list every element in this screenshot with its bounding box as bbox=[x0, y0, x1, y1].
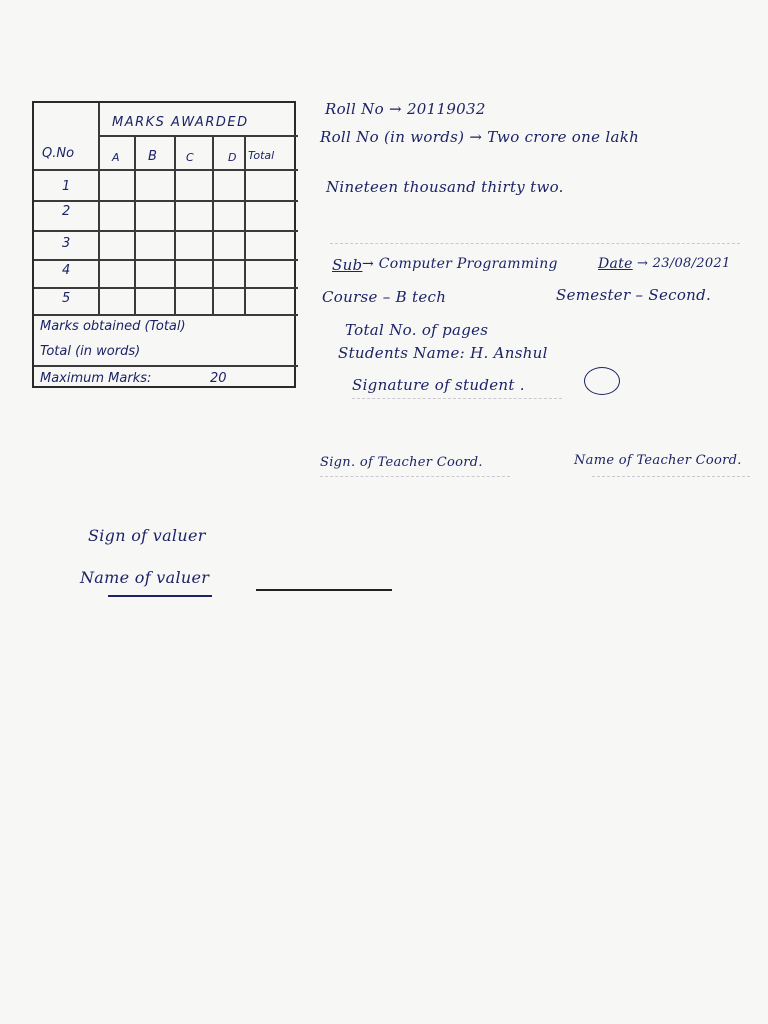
subject-value: → Computer Programming bbox=[362, 256, 558, 272]
course: Course – B tech bbox=[322, 288, 447, 306]
student-signature-label: Signature of student . bbox=[352, 376, 525, 394]
marks-obtained-label: Marks obtained (Total) bbox=[40, 319, 186, 334]
row-label-1: 1 bbox=[62, 179, 71, 194]
maximum-marks-value: 20 bbox=[210, 371, 227, 386]
student-signature-mark bbox=[584, 367, 620, 395]
total-pages: Total No. of pages bbox=[345, 321, 489, 339]
valuer-name-label: Name of valuer bbox=[80, 568, 210, 587]
column-header-total: Total bbox=[248, 149, 275, 162]
date-label: Date bbox=[598, 256, 633, 272]
semester: Semester – Second. bbox=[556, 286, 712, 304]
roll-no-in-words-continued: Nineteen thousand thirty two. bbox=[326, 178, 564, 196]
row-label-5: 5 bbox=[62, 291, 71, 306]
roll-no-in-words: Roll No (in words) → Two crore one lakh bbox=[320, 128, 640, 146]
row-label-4: 4 bbox=[62, 263, 71, 278]
column-header-c: C bbox=[186, 151, 194, 164]
subject-label: Sub bbox=[332, 256, 363, 274]
valuer-name-blank-line bbox=[256, 589, 392, 591]
roll-no: Roll No → 20119032 bbox=[325, 100, 486, 118]
valuer-sign-label: Sign of valuer bbox=[88, 526, 206, 545]
column-header-d: D bbox=[228, 151, 237, 164]
teacher-name-label: Name of Teacher Coord. bbox=[574, 453, 742, 468]
qno-header: Q.No bbox=[42, 146, 75, 161]
column-header-b: B bbox=[148, 149, 157, 164]
date-value: → 23/08/2021 bbox=[637, 256, 731, 271]
marks-awarded-title: MARKS AWARDED bbox=[112, 115, 249, 130]
total-in-words-label: Total (in words) bbox=[40, 344, 141, 359]
student-name: Students Name: H. Anshul bbox=[338, 344, 548, 362]
column-header-a: A bbox=[112, 151, 120, 164]
row-label-2: 2 bbox=[62, 204, 71, 219]
maximum-marks-label: Maximum Marks: bbox=[40, 371, 152, 386]
valuer-name-underline bbox=[108, 595, 212, 597]
marks-awarded-table bbox=[32, 101, 296, 388]
teacher-sign-label: Sign. of Teacher Coord. bbox=[320, 455, 483, 470]
row-label-3: 3 bbox=[62, 236, 71, 251]
